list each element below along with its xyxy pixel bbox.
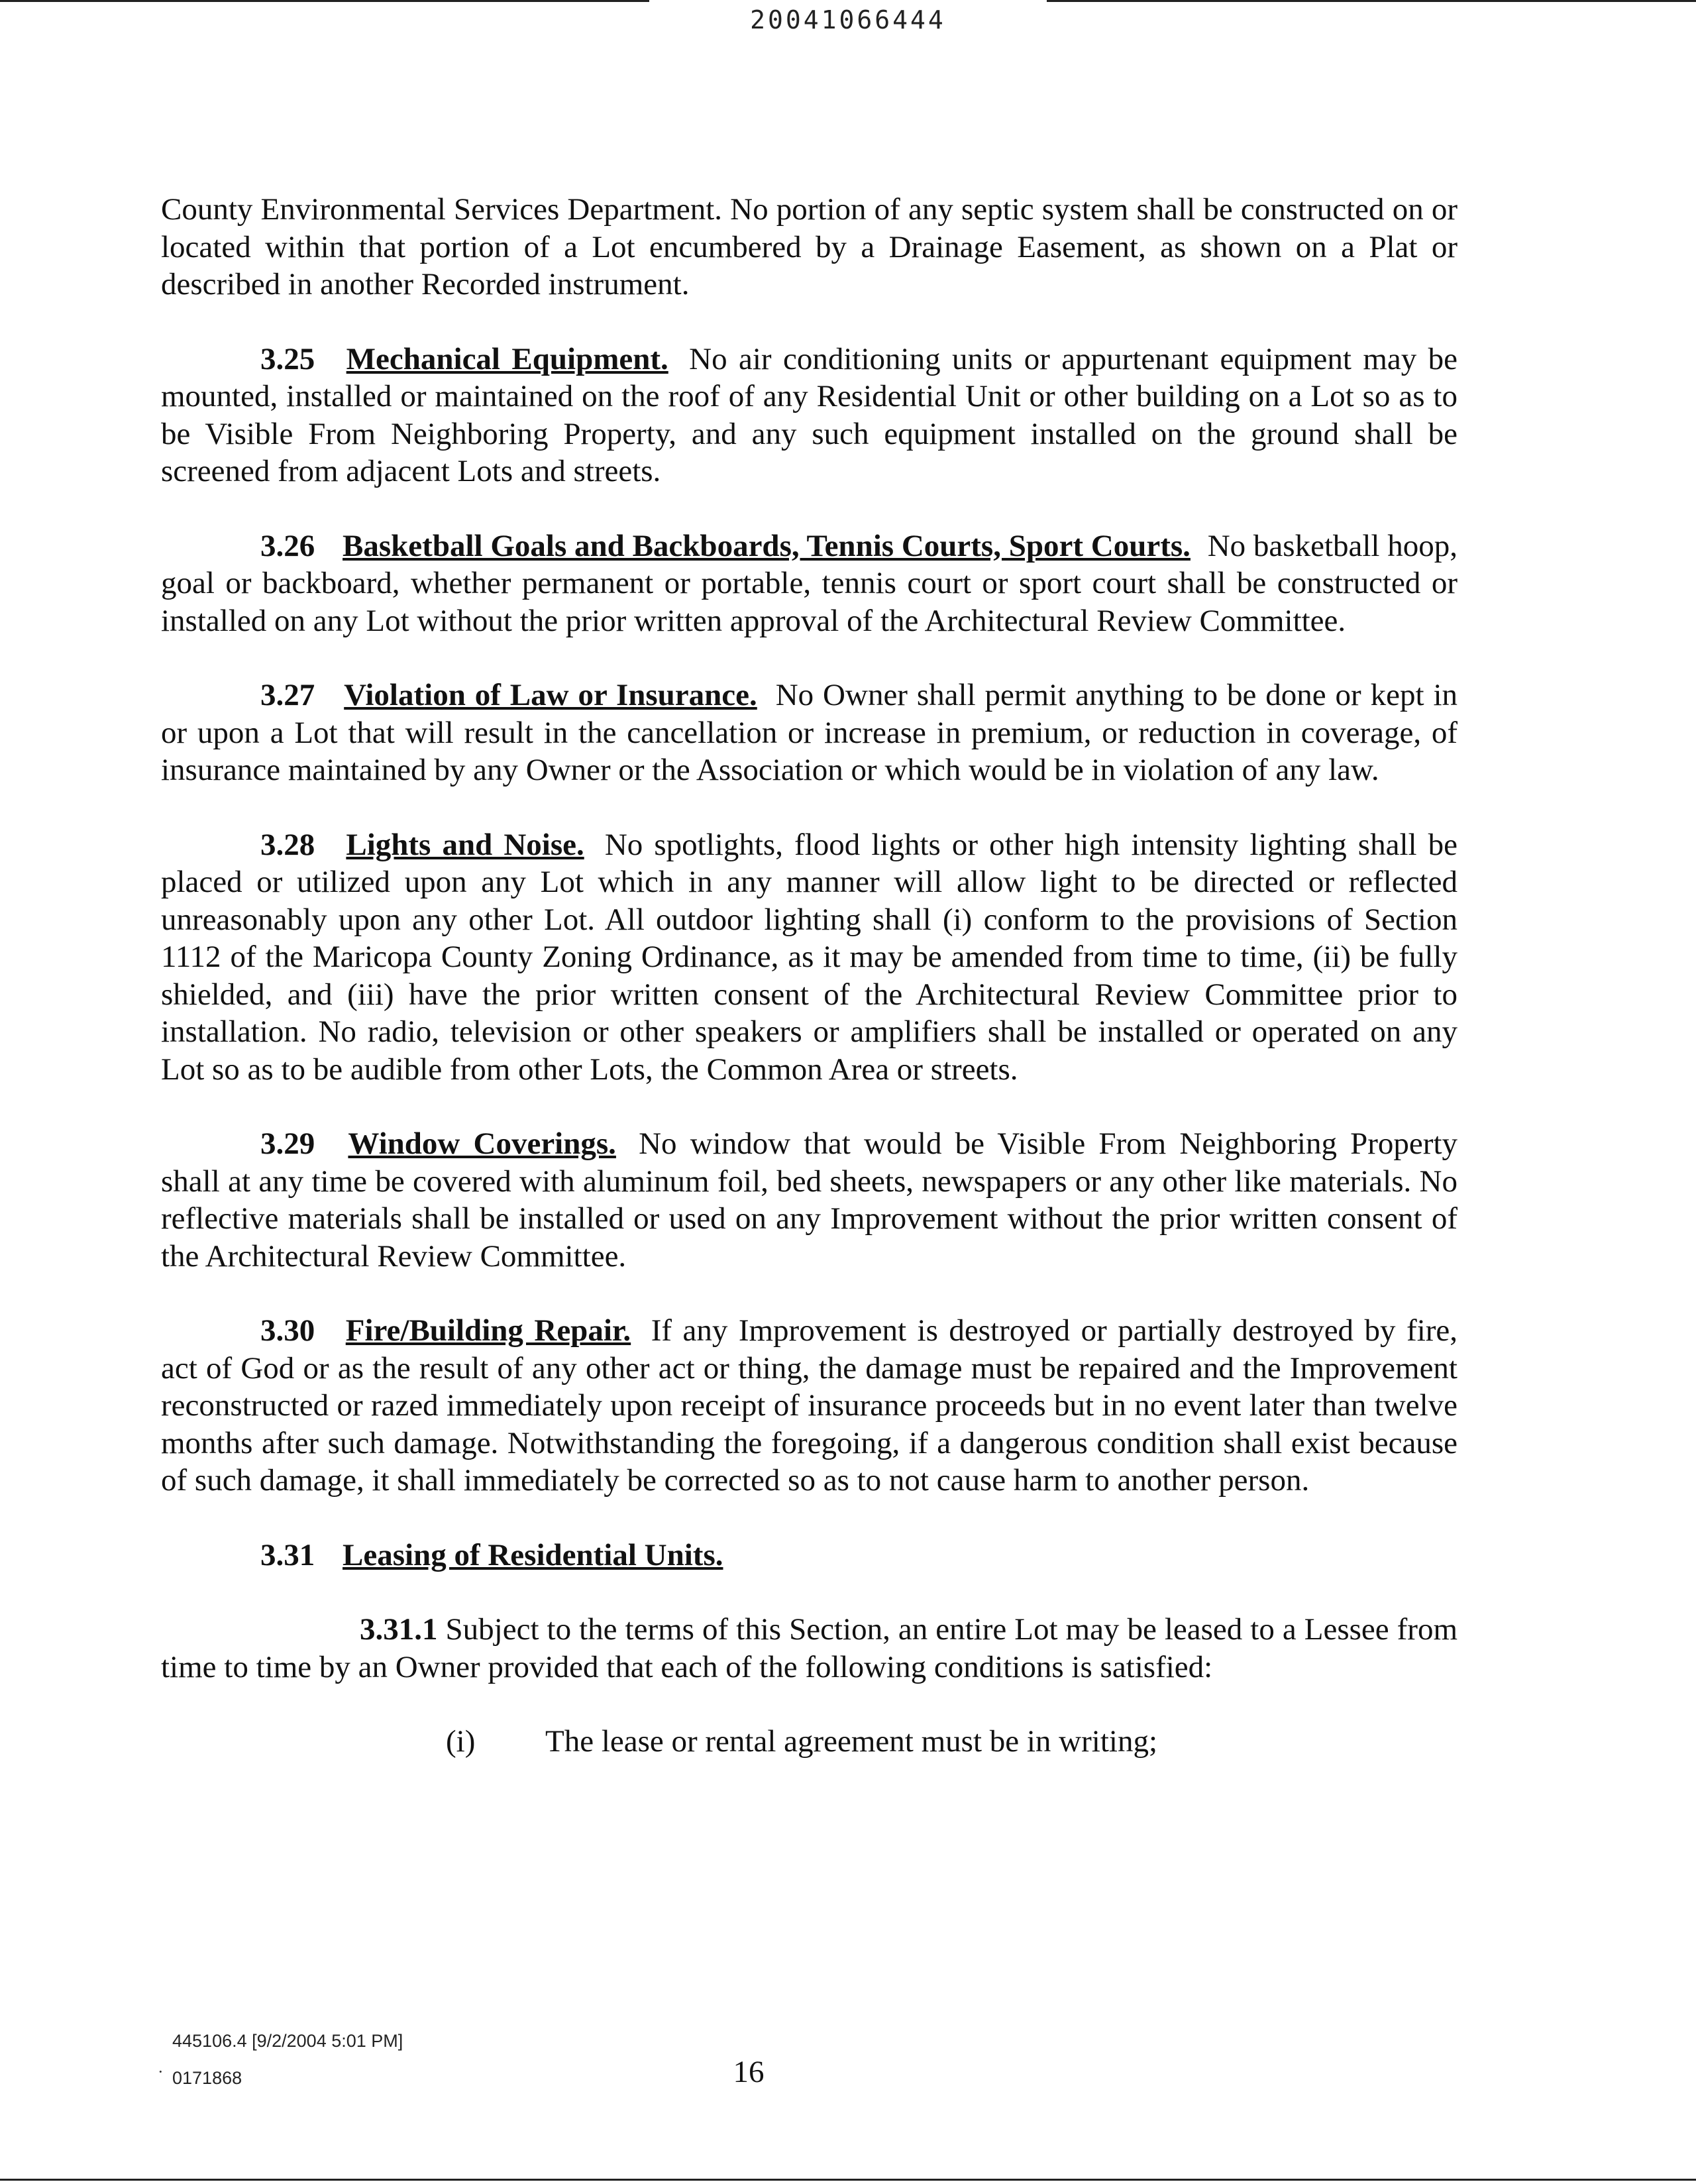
section-3-30 — [161, 1312, 1458, 1500]
bottom-rule — [0, 2179, 1696, 2181]
section-text: No spotlights, flood lights or other high intensity lighting shall be placed or utilized upon any Lot which in any manner will allow light to be directed or reflected unreasonably upon any other Lot. All outdoor lighting shall (i) conform to the provisions of Section 1112 of the Maricopa County Zoning Ordinance, as it may be amended from time to time, (ii) be fully shielded, and (iii) have the prior written consent of the Architectural Review Committee prior to installation. No radio, television or other speakers or amplifiers shall be installed or operated on any Lot so as to be audible from other Lots, the Common Area or streets. — [161, 827, 1458, 1087]
section-heading: Window Coverings. — [348, 1126, 616, 1161]
section-number: 3.30 — [260, 1313, 315, 1348]
section-3-27 — [161, 677, 1458, 789]
top-rule-left — [0, 0, 649, 2]
intro-paragraph: County Environmental Services Department. No portion of any septic system shall be constructed on or located within that portion of a Lot encumbered by a Drainage Easement, as shown on a Plat or described in another Recorded instrument. — [161, 192, 1458, 301]
section-heading: Leasing of Residential Units. — [343, 1537, 723, 1572]
section-heading: Basketball Goals and Backboards, Tennis Courts, Sport Courts. — [343, 528, 1191, 563]
footer-doc-id: 0171868 — [172, 2068, 242, 2088]
recording-number: 20041066444 — [750, 5, 946, 34]
section-number: 3.31 — [260, 1537, 315, 1572]
condition-item-i — [161, 1723, 1458, 1761]
section-3-31-heading — [161, 1537, 1458, 1574]
list-marker: (i) — [446, 1724, 476, 1759]
document-body — [161, 191, 1458, 1798]
section-3-29 — [161, 1125, 1458, 1275]
section-number: 3.28 — [260, 827, 315, 862]
section-number: 3.27 — [260, 678, 315, 712]
section-heading: Fire/Building Repair. — [345, 1313, 631, 1348]
section-number: 3.25 — [260, 341, 315, 376]
section-heading: Lights and Noise. — [346, 827, 584, 862]
subsection-number: 3.31.1 — [360, 1612, 438, 1647]
section-number: 3.29 — [260, 1126, 315, 1161]
subsection-text: Subject to the terms of this Section, an entire Lot may be leased to a Lessee from time to time by an Owner provided that each of the following conditions is satisfied: — [161, 1612, 1458, 1684]
list-item-text: The lease or rental agreement must be in writing; — [545, 1724, 1158, 1759]
section-number: 3.26 — [260, 528, 315, 563]
section-text: No basketball hoop, goal or backboard, whether permanent or portable, tennis court or sport court shall be constructed or installed on any Lot without the prior written approval of the Architectural Review Committee. — [161, 528, 1458, 638]
section-3-28 — [161, 826, 1458, 1089]
footer-document-code — [172, 2022, 403, 2097]
section-text: No window that would be Visible From Neighboring Property shall at any time be covered with aluminum foil, bed sheets, newspapers or any other like materials. No reflective materials shall be installed or used on any Improvement without the prior written consent of the Architectural Review Committee. — [161, 1126, 1458, 1274]
section-heading: Violation of Law or Insurance. — [344, 678, 757, 712]
section-3-25 — [161, 341, 1458, 490]
section-heading: Mechanical Equipment. — [346, 341, 668, 376]
footer-version-stamp: 445106.4 [9/2/2004 5:01 PM] — [172, 2031, 403, 2051]
page-number: 16 — [733, 2055, 765, 2089]
section-text: No Owner shall permit anything to be done or kept in or upon a Lot that will result in the cancellation or increase in premium, or reduction in coverage, of insurance maintained by any Owner or the Association or which would be in violation of any law. — [161, 678, 1458, 787]
top-rule-right — [1047, 0, 1696, 2]
section-3-26 — [161, 527, 1458, 640]
section-text: No air conditioning units or appurtenant equipment may be mounted, installed or maintained on the roof of any Residential Unit or other building on a Lot so as to be Visible From Neighboring Property, and any such equipment installed on the ground shall be screened from adjacent Lots and streets. — [161, 341, 1458, 488]
section-text: If any Improvement is destroyed or partially destroyed by fire, act of God or as the result of any other act or thing, the damage must be repaired and the Improvement reconstructed or razed immediately upon receipt of insurance proceeds but in no event later than twelve months after such damage. Notwithstanding the foregoing, if a dangerous condition shall exist because of such damage, it shall immediately be corrected so as to not cause harm to another person. — [161, 1313, 1458, 1498]
footer-bullet: · — [158, 2062, 164, 2081]
subsection-3-31-1 — [161, 1611, 1458, 1686]
